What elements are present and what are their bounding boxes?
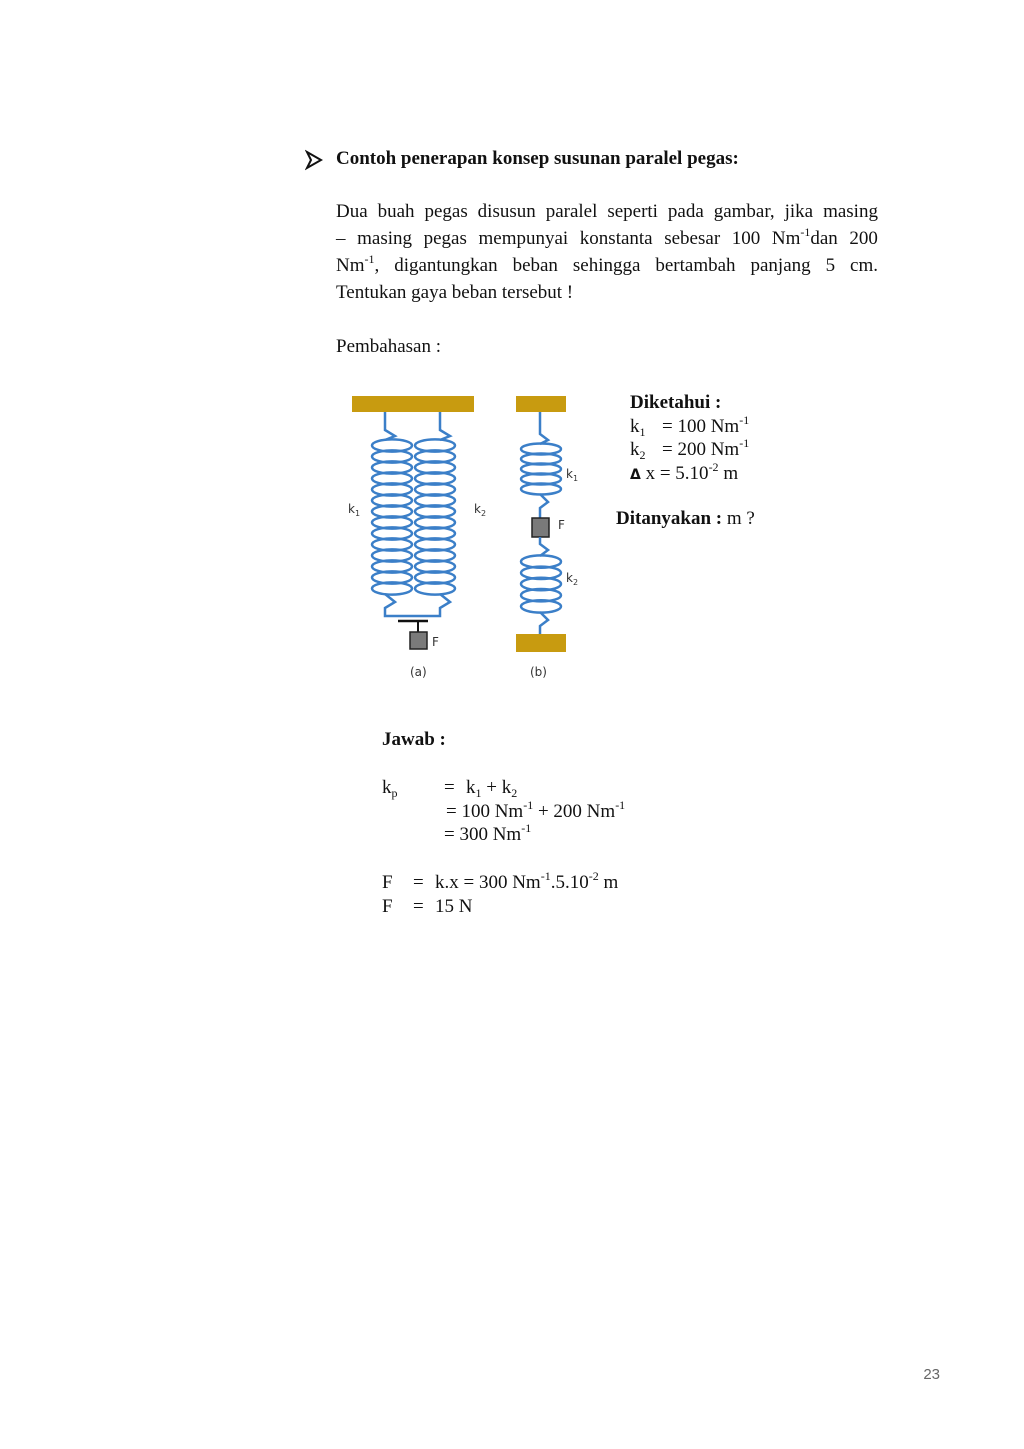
word: masing bbox=[357, 228, 412, 249]
spring-b-top-wire bbox=[540, 412, 548, 444]
spring-a-left-bottom-wire bbox=[385, 594, 412, 616]
label-f-a: F bbox=[432, 635, 439, 649]
label-k1-a: $k_1$ bbox=[348, 502, 361, 518]
word: digantungkan bbox=[394, 255, 498, 276]
problem-line-3 bbox=[336, 252, 878, 279]
word: beban bbox=[512, 255, 558, 276]
known-title: Diketahui : bbox=[630, 392, 722, 413]
page-number: 23 bbox=[923, 1366, 940, 1383]
section-heading: Contoh penerapan konsep susunan paralel pegas: bbox=[336, 148, 739, 169]
caption-b: (b) bbox=[530, 665, 547, 679]
punct: , bbox=[374, 255, 380, 276]
label-f-b: F bbox=[558, 518, 565, 532]
word: sehingga bbox=[572, 255, 641, 276]
word: jika bbox=[784, 201, 814, 222]
word: 200 bbox=[849, 228, 878, 249]
floor-b bbox=[516, 634, 566, 652]
unit: Nm bbox=[336, 255, 365, 276]
mass-b bbox=[532, 518, 549, 537]
word: Dua bbox=[336, 201, 368, 222]
arrow-bullet-icon bbox=[305, 148, 323, 172]
word: konstanta bbox=[579, 228, 653, 249]
spring-a-right-bottom-wire bbox=[412, 594, 450, 616]
word: buah bbox=[377, 201, 415, 222]
unit-group bbox=[772, 225, 838, 252]
word: pada bbox=[667, 201, 704, 222]
problem-line-1 bbox=[336, 198, 878, 225]
spring-a-left-top-wire bbox=[385, 412, 395, 440]
word: pegas bbox=[424, 201, 468, 222]
word: pegas bbox=[423, 228, 467, 249]
problem-paragraph bbox=[336, 198, 878, 306]
spring-diagram bbox=[340, 380, 600, 690]
known-dx: Δ $x = 5.10^{-2}$ m bbox=[630, 459, 739, 484]
word: 5 bbox=[825, 255, 836, 276]
problem-line-2 bbox=[336, 225, 878, 252]
word: masing bbox=[823, 201, 878, 222]
word: disusun bbox=[477, 201, 536, 222]
word: bertambah bbox=[655, 255, 736, 276]
word: dan bbox=[810, 228, 838, 249]
spring-b-bottom-wire bbox=[540, 612, 548, 634]
unit-group bbox=[336, 252, 379, 279]
word: – bbox=[336, 228, 346, 249]
problem-line-4: Tentukan gaya beban tersebut ! bbox=[336, 282, 574, 303]
known-block bbox=[630, 391, 749, 487]
superscript: -1 bbox=[800, 225, 811, 239]
word: mempunyai bbox=[478, 228, 569, 249]
spring-a-right-top-wire bbox=[440, 412, 450, 440]
answer-title: Jawab : bbox=[382, 729, 446, 750]
unit: Nm bbox=[771, 228, 801, 249]
spring-b-mid-wire-1 bbox=[540, 494, 548, 518]
word: sebesar bbox=[664, 228, 721, 249]
superscript: -1 bbox=[364, 252, 375, 266]
word: panjang bbox=[750, 255, 811, 276]
known-k1: $k_1 = 100$ $Nm^{-1}$ bbox=[630, 412, 750, 439]
word: seperti bbox=[607, 201, 658, 222]
label-k2-a: $k_2$ bbox=[474, 502, 487, 518]
spring-b-mid-wire-2 bbox=[540, 537, 548, 556]
ceiling-b bbox=[516, 396, 566, 412]
word: 100 bbox=[731, 228, 761, 249]
known-k2: $k_2 = 200$ $Nm^{-1}$ bbox=[630, 436, 750, 462]
delta-icon: Δ bbox=[630, 466, 641, 483]
word: gambar, bbox=[713, 201, 775, 222]
ceiling-a bbox=[352, 396, 474, 412]
mass-a bbox=[410, 632, 427, 649]
pembahasan-label: Pembahasan : bbox=[336, 336, 442, 357]
word: cm. bbox=[850, 255, 878, 276]
asked-line: Ditanyakan : m ? bbox=[616, 508, 755, 529]
label-k1-b: $k_1$ bbox=[566, 467, 579, 483]
word: paralel bbox=[545, 201, 598, 222]
caption-a: (a) bbox=[410, 665, 427, 679]
label-k2-b: $k_2$ bbox=[566, 571, 579, 587]
